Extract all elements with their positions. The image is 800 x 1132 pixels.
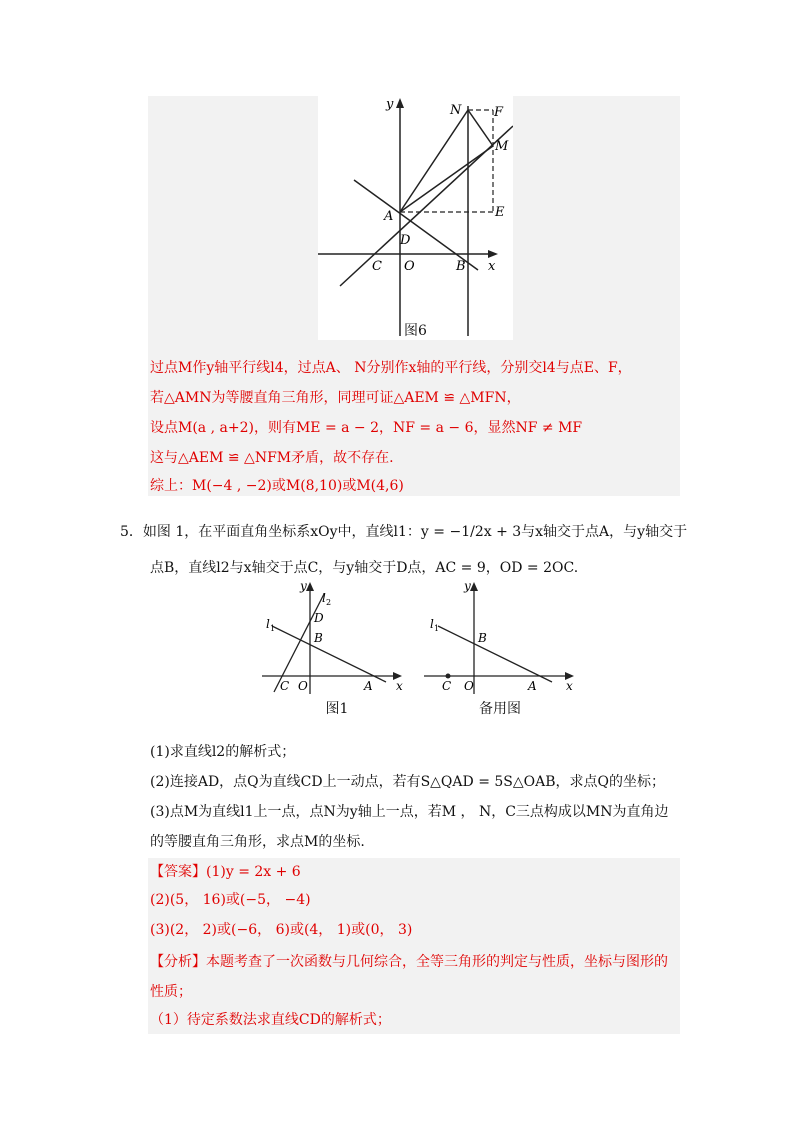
svg-text:O: O — [464, 679, 474, 693]
fig6-label-A: A — [384, 209, 394, 224]
svg-text:C: C — [280, 679, 290, 693]
fig1-caption: 图1 — [325, 701, 349, 717]
answer-3: (3)(2， 2)或(−6， 6)或(4， 1)或(0， 3) — [150, 922, 413, 938]
fig6-label-y: y — [386, 97, 394, 112]
answer-shade — [148, 858, 680, 1034]
fig6-label-C: C — [372, 259, 382, 274]
sol-line-3: 设点M(a , a+2)，则有ME = a − 2，NF = a − 6，显然NF ≠ MF — [150, 420, 583, 436]
analysis-line-2: 性质； — [150, 984, 192, 1000]
svg-text:x: x — [566, 679, 573, 693]
question-2: (2)连接AD，点Q为直线CD上一动点，若有S△QAD = 5S△OAB，求点Q的坐标； — [150, 774, 665, 790]
svg-text:C: C — [442, 679, 452, 693]
sol-line-1: 过点M作y轴平行线l4，过点A、 N分别作x轴的平行线，分别交l4与点E、F， — [150, 360, 632, 376]
svg-text:1: 1 — [270, 624, 276, 633]
svg-text:B: B — [478, 631, 487, 645]
answer-2: (2)(5， 16)或(−5， −4) — [150, 892, 311, 908]
answer-1: 【答案】(1)y = 2x + 6 — [150, 864, 301, 880]
svg-text:l: l — [322, 591, 326, 605]
analysis-line-1: 【分析】本题考查了一次函数与几何综合，全等三角形的判定与性质，坐标与图形的 — [150, 954, 668, 970]
fig6-label-D: D — [400, 233, 411, 248]
fig6-label-x: x — [488, 259, 496, 274]
problem5-line-1: 5．如图 1，在平面直角坐标系xOy中，直线l1：y = −1/2x + 3与x轴交于点A，与y轴交于 — [120, 524, 688, 540]
fig6-label-E: E — [495, 205, 505, 220]
sol-line-4: 这与△AEM ≌ △NFM矛盾，故不存在. — [150, 450, 394, 466]
fig6-label-F: F — [494, 105, 504, 120]
analysis-line-3: （1）待定系数法求直线CD的解析式； — [150, 1012, 391, 1028]
question-1: (1)求直线l2的解析式； — [150, 744, 296, 760]
figure-backup — [420, 580, 580, 696]
fig6-label-O: O — [404, 259, 415, 274]
svg-text:2: 2 — [326, 598, 332, 607]
svg-text:A: A — [364, 679, 373, 693]
sol-line-2: 若△AMN为等腰直角三角形，同理可证△AEM ≌ △MFN， — [150, 390, 521, 406]
fig6-label-B: B — [456, 259, 466, 274]
svg-text:y: y — [300, 580, 307, 593]
fig6-caption: 图6 — [404, 323, 427, 339]
fig6-label-M: M — [495, 139, 509, 154]
sol-line-5: 综上：M(−4 , −2)或M(8,10)或M(4,6) — [150, 478, 404, 494]
figure-6 — [318, 96, 513, 340]
fig6-label-N: N — [450, 103, 462, 118]
figure-1 — [262, 580, 412, 696]
problem5-line-2: 点B，直线l2与x轴交于点C，与y轴交于D点，AC = 9，OD = 2OC. — [150, 560, 579, 576]
question-3a: (3)点M为直线l1上一点，点N为y轴上一点，若M ， N，C三点构成以MN为直角边 — [150, 804, 669, 820]
svg-text:O: O — [298, 679, 308, 693]
svg-text:y: y — [464, 580, 471, 593]
svg-text:A: A — [528, 679, 537, 693]
svg-text:D: D — [314, 611, 324, 625]
svg-text:B: B — [314, 631, 323, 645]
fig2-caption: 备用图 — [479, 701, 521, 717]
svg-text:1: 1 — [434, 624, 440, 633]
svg-text:l: l — [430, 617, 434, 631]
svg-text:l: l — [266, 617, 270, 631]
question-3b: 的等腰直角三角形，求点M的坐标. — [150, 834, 365, 850]
svg-text:x: x — [396, 679, 403, 693]
